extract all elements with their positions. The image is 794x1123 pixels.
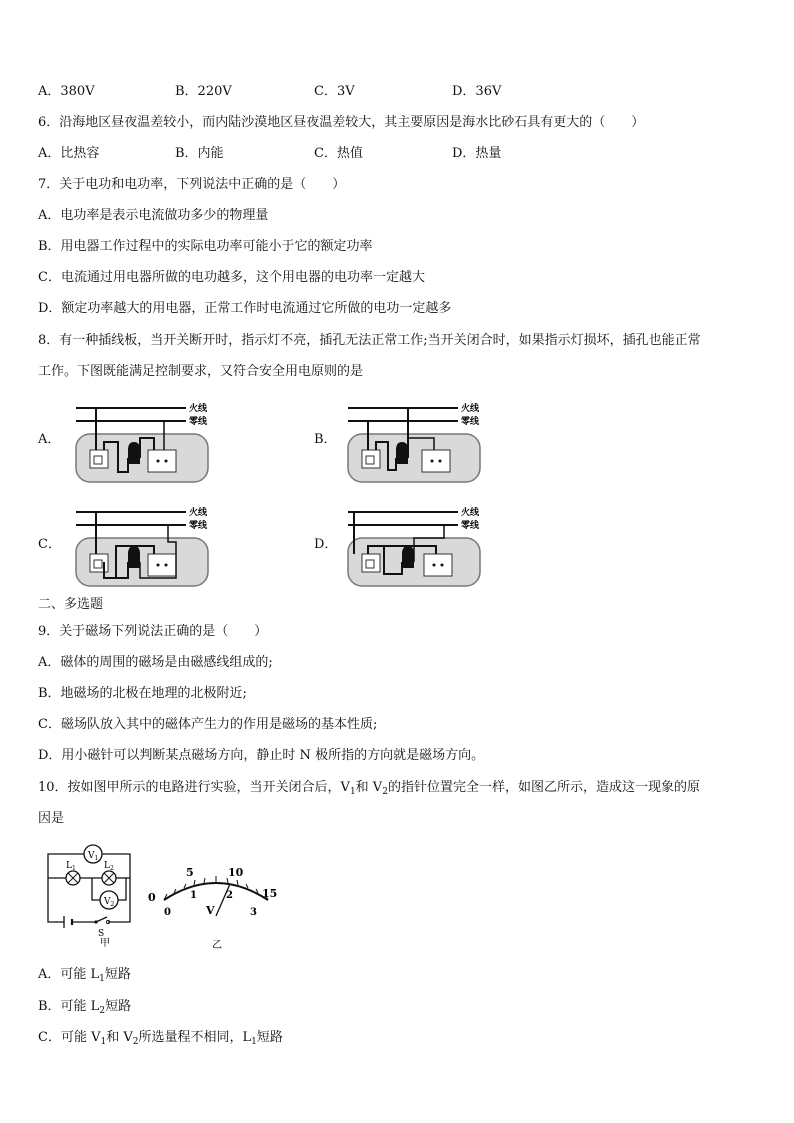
live-wire-label: 火线 [461,404,480,414]
q9-option-a: A．磁体的周围的磁场是由磁感线组成的; [38,655,273,670]
q8-figure-c [68,502,218,592]
q10-circuit-figure [40,842,140,950]
q9-option-d: D．用小磁针可以判断某点磁场方向，静止时 N 极所指的方向就是磁场方向。 [38,748,485,763]
q8-option-a-label: A． [38,432,61,447]
q7-option-b: B．用电器工作过程中的实际电功率可能小于它的额定功率 [38,239,373,254]
q8-figure-a [68,398,218,488]
figure-jia-caption: 甲 [100,938,110,949]
q5-option-c: C．3V [314,84,355,99]
q6-option-b: B．内能 [175,146,224,161]
q8-figure-b [340,398,490,488]
q8-stem-line1: 8．有一种插线板，当开关断开时，指示灯不亮，插孔无法正常工作;当开关闭合时，如果指示灯损坏，插孔也能正常 [38,333,701,348]
q9-option-b: B．地磁场的北极在地理的北极附近; [38,686,247,701]
q9-option-c: C．磁场队放入其中的磁体产生力的作用是磁场的基本性质; [38,717,378,732]
lamp-l1-label: $L_1$ [66,861,76,872]
neutral-wire-label: 零线 [461,417,480,427]
q10-stem-line1: 10．按如图甲所示的电路进行实验，当开关闭合后，$V_1$和 $V_2$的指针位置完全一样，如图乙所示，造成这一现象的原 [38,780,700,797]
q6-option-c: C．热值 [314,146,363,161]
q10-meter-figure [146,860,282,952]
q8-option-c-label: C． [38,537,61,552]
q10-option-b: B．可能 $L_2$短路 [38,999,132,1016]
q7-option-a: A．电功率是表示电流做功多少的物理量 [38,208,269,223]
live-wire-label: 火线 [461,508,480,518]
q5-option-b: B．220V [175,84,232,99]
q5-option-a: A．380V [38,84,95,99]
section-title: 二、多选题 [38,597,104,612]
q8-stem-line2: 工作。下图既能满足控制要求，又符合安全用电原则的是 [38,364,364,379]
voltmeter-v2-label: $V_2$ [104,897,115,908]
meter-outer-tick-0: 0 [148,891,156,904]
q6-option-a: A．比热容 [38,146,100,161]
meter-inner-tick-3: 3 [250,907,257,918]
q7-option-d: D．额定功率越大的用电器，正常工作时电流通过它所做的电功一定越多 [38,301,452,316]
meter-inner-tick-0: 0 [164,907,171,918]
neutral-wire-label: 零线 [189,521,208,531]
meter-inner-tick-1: 1 [190,890,197,901]
q7-stem: 7．关于电功和电功率，下列说法中正确的是（ ） [38,177,346,192]
meter-unit-label: V [206,904,215,917]
q6-option-d: D．热量 [452,146,502,161]
neutral-wire-label: 零线 [461,521,480,531]
q7-option-c: C．电流通过用电器所做的电功越多，这个用电器的电功率一定越大 [38,270,425,285]
meter-outer-tick-5: 5 [186,866,194,879]
meter-outer-tick-10: 10 [228,866,244,879]
live-wire-label: 火线 [189,404,208,414]
switch-label: S [98,929,105,939]
meter-outer-tick-15: 15 [262,887,278,900]
voltmeter-v1-label: $V_1$ [88,851,99,862]
lamp-l2-label: $L_2$ [104,861,114,872]
q8-figure-d [340,502,490,592]
q10-option-c: C．可能 $V_1$和 $V_2$所选量程不相同，$L_1$短路 [38,1030,283,1047]
meter-inner-tick-2: 2 [226,890,233,901]
q5-option-d: D．36V [452,84,502,99]
figure-yi-caption: 乙 [212,940,222,951]
q6-stem: 6．沿海地区昼夜温差较小，而内陆沙漠地区昼夜温差较大，其主要原因是海水比砂石具有更大的（ ） [38,115,645,130]
q10-stem-line2: 因是 [38,811,65,826]
q10-option-a: A．可能 $L_1$短路 [38,967,131,984]
q9-stem: 9．关于磁场下列说法正确的是（ ） [38,624,268,639]
live-wire-label: 火线 [189,508,208,518]
neutral-wire-label: 零线 [189,417,208,427]
q8-option-d-label: D． [314,537,338,552]
q8-option-b-label: B． [314,432,337,447]
